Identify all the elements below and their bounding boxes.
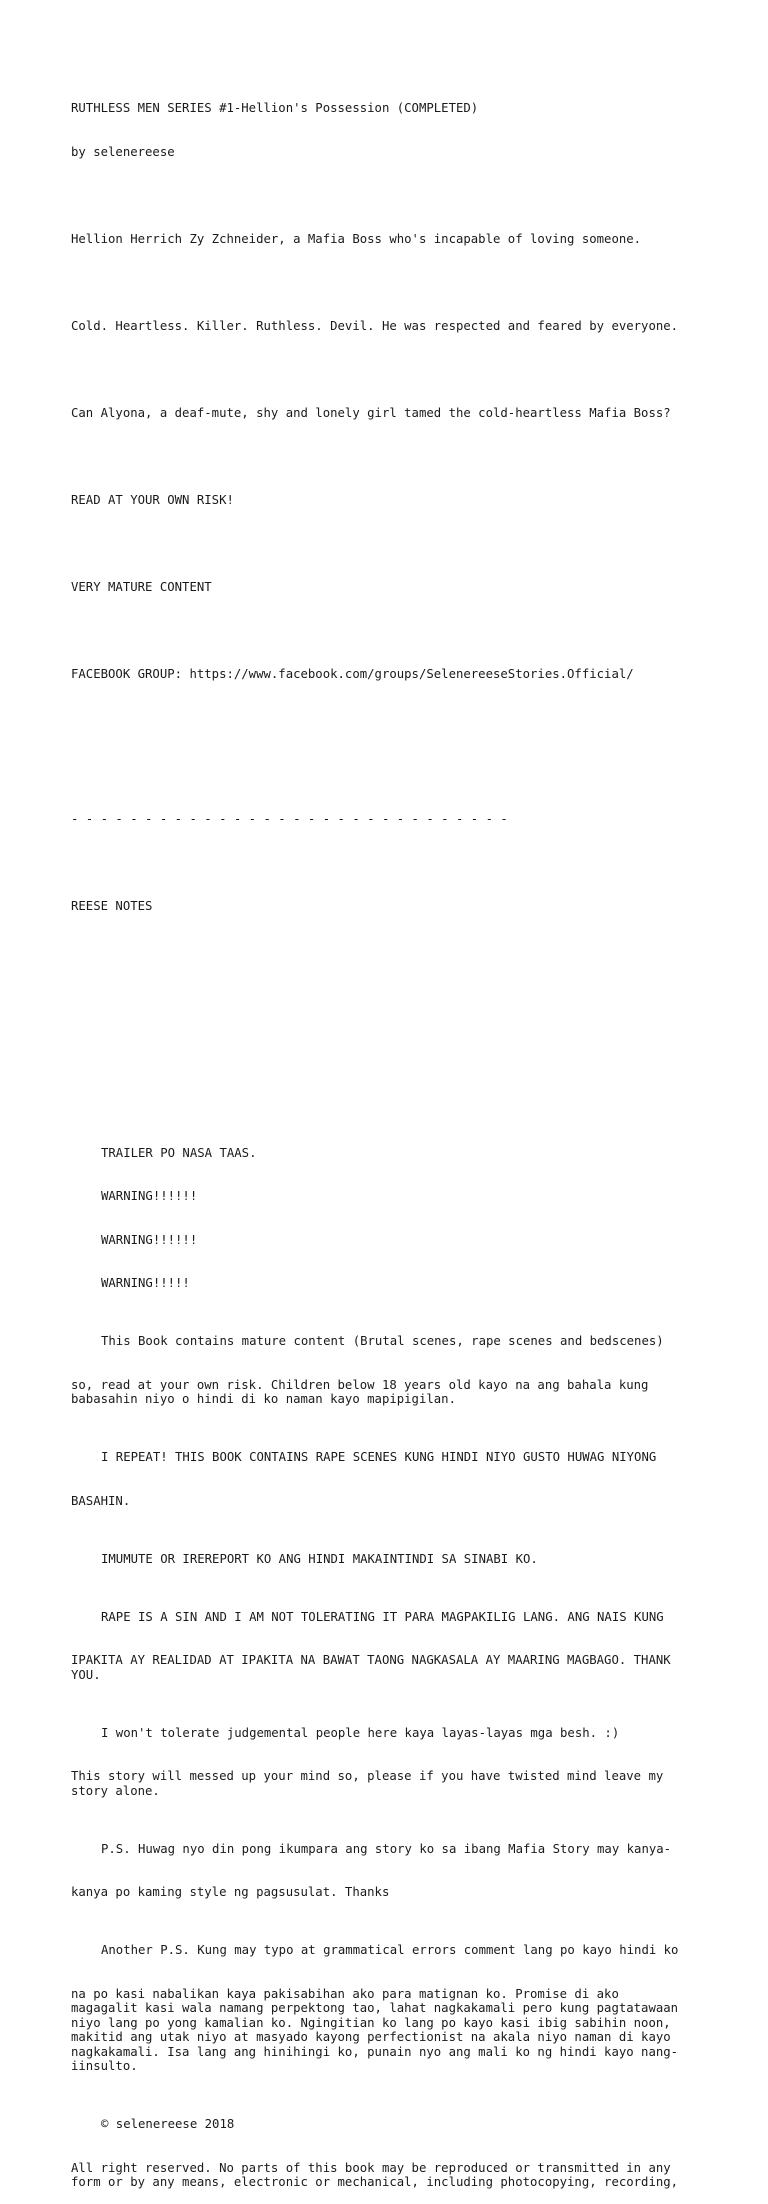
notes-paragraph-first-line: RAPE IS A SIN AND I AM NOT TOLERATING IT PARA MAGPAKILIG LANG. ANG NAIS KUNG: [101, 1609, 664, 1624]
notes-trailer: TRAILER PO NASA TAAS.: [101, 1145, 257, 1160]
blurb-risk: READ AT YOUR OWN RISK!: [71, 492, 234, 507]
notes-paragraph-first-line: I REPEAT! THIS BOOK CONTAINS RAPE SCENES KUNG HINDI NIYO GUSTO HUWAG NIYONG: [101, 1450, 657, 1464]
section-divider: - - - - - - - - - - - - - - - - - - - - - - - - - - - - - -: [71, 811, 508, 826]
notes-warning: WARNING!!!!!!: [101, 1189, 198, 1203]
facebook-group-link[interactable]: FACEBOOK GROUP: https://www.facebook.com/groups/SelenereeseStories.Official/: [71, 666, 634, 681]
story-author: by selenereese: [71, 144, 175, 159]
notes-paragraph-rest: IPAKITA AY REALIDAD AT IPAKITA NA BAWAT TAONG NAGKASALA AY MAARING MAGBAGO. THANK YOU.: [71, 1653, 671, 1682]
blurb-intro: Hellion Herrich Zy Zchneider, a Mafia Boss who's incapable of loving someone.: [71, 231, 642, 246]
blurb-question: Can Alyona, a deaf-mute, shy and lonely girl tamed the cold-heartless Mafia Boss?: [71, 405, 671, 420]
notes-paragraph-rest: BASAHIN.: [71, 1493, 131, 1508]
notes-paragraph-first-line: I won't tolerate judgemental people here kaya layas-layas mga besh. :): [101, 1725, 620, 1740]
rights-statement: All right reserved. No parts of this book may be reproduced or transmitted in any form or by any means, electronic or mechanical, including photocopying, recording,: [71, 2160, 679, 2189]
notes-paragraph: IMUMUTE OR IREREPORT KO ANG HINDI MAKAINTINDI SA SINABI KO.: [101, 1551, 538, 1566]
document-page: [71, 72, 701, 2204]
blurb-traits: Cold. Heartless. Killer. Ruthless. Devil. He was respected and feared by everyone.: [71, 318, 679, 333]
story-title: RUTHLESS MEN SERIES #1-Hellion's Possession (COMPLETED): [71, 101, 479, 115]
notes-paragraph-rest: na po kasi nabalikan kaya pakisabihan ako para matignan ko. Promise di ako magagalit kasi wala namang perpektong tao, lahat nagkakamali pero kung pagtatawaan niyo lang po yong kamalian ko. Ngingitian ko lang po kayo kasi ibig sabihin noon, makitid ang utak niyo at masyado kayong perfectionist na akala niyo naman di kayo nagkakamali. Isa lang ang hinihingi ko, punain nyo ang mali ko ng hindi kayo nang- iinsulto.: [71, 1986, 679, 2073]
notes-paragraph-rest: This story will messed up your mind so, please if you have twisted mind leave my story alone.: [71, 1769, 664, 1798]
copyright-line: © selenereese 2018: [101, 2117, 235, 2131]
notes-paragraph-first-line: P.S. Huwag nyo din pong ikumpara ang story ko sa ibang Mafia Story may kanya-: [101, 1841, 672, 1856]
notes-paragraph-first-line: This Book contains mature content (Brutal scenes, rape scenes and bedscenes): [101, 1334, 664, 1348]
notes-warning: WARNING!!!!!!: [101, 1232, 198, 1247]
notes-warning: WARNING!!!!!: [101, 1276, 190, 1290]
blurb-mature: VERY MATURE CONTENT: [71, 579, 212, 594]
notes-paragraph-rest: so, read at your own risk. Children below 18 years old kayo na ang bahala kung babasahin niyo o hindi di ko naman kayo mapipigilan.: [71, 1377, 649, 1406]
notes-paragraph-first-line: Another P.S. Kung may typo at grammatical errors comment lang po kayo hindi ko: [101, 1943, 679, 1957]
section-title: REESE NOTES: [71, 898, 153, 913]
notes-paragraph-rest: kanya po kaming style ng pagsusulat. Thanks: [71, 1885, 390, 1899]
